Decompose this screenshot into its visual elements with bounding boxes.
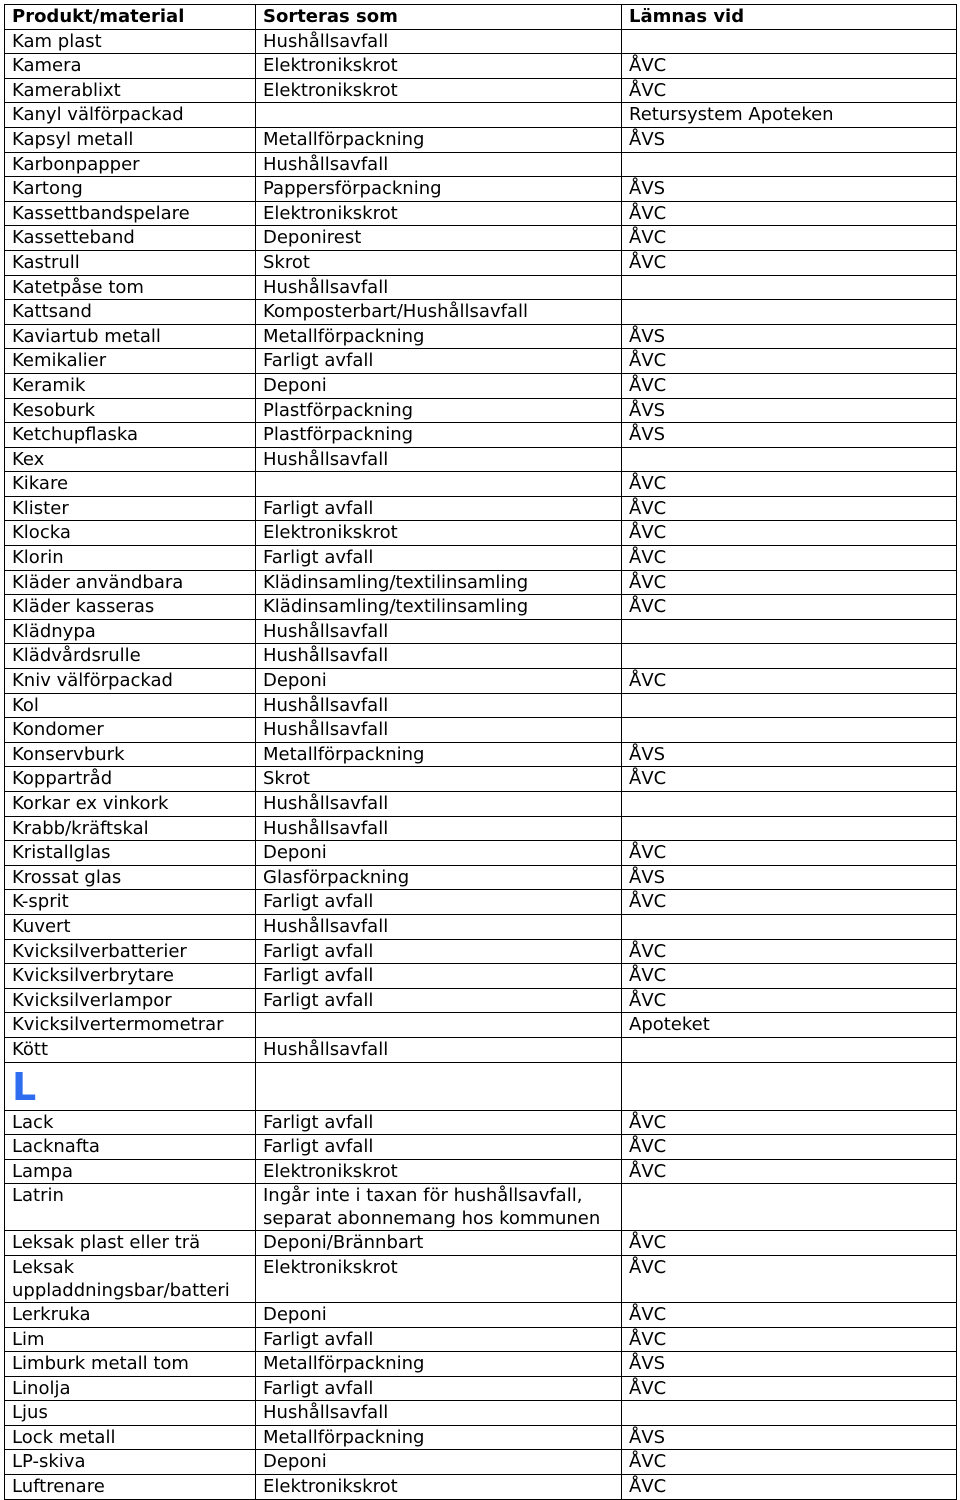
cell-product: Kapsyl metall bbox=[5, 127, 256, 152]
cell-product: Konservburk bbox=[5, 742, 256, 767]
table-row bbox=[5, 742, 957, 767]
cell-sorted-as: Elektronikskrot bbox=[256, 201, 622, 226]
cell-sorted-as: Metallförpackning bbox=[256, 127, 622, 152]
cell-sorted-as: Elektronikskrot bbox=[256, 1475, 622, 1500]
cell-sorted-as: Klädinsamling/textilinsamling bbox=[256, 570, 622, 595]
cell-sorted-as: Metallförpackning bbox=[256, 1352, 622, 1377]
cell-drop-off: ÅVC bbox=[622, 349, 957, 374]
cell-drop-off bbox=[622, 1184, 957, 1231]
cell-product: Korkar ex vinkork bbox=[5, 792, 256, 817]
cell-sorted-as: Hushållsavfall bbox=[256, 1401, 622, 1426]
table-row bbox=[5, 177, 957, 202]
cell-sorted-as: Elektronikskrot bbox=[256, 54, 622, 79]
cell-drop-off: ÅVC bbox=[622, 988, 957, 1013]
cell-drop-off bbox=[622, 29, 957, 54]
cell-drop-off: ÅVC bbox=[622, 546, 957, 571]
table-row bbox=[5, 1159, 957, 1184]
cell-sorted-as: Metallförpackning bbox=[256, 742, 622, 767]
table-row bbox=[5, 1110, 957, 1135]
table-row bbox=[5, 1401, 957, 1426]
cell-product: Limburk metall tom bbox=[5, 1352, 256, 1377]
cell-product: Kesoburk bbox=[5, 398, 256, 423]
table-row bbox=[5, 865, 957, 890]
cell-sorted-as: Skrot bbox=[256, 767, 622, 792]
table-row bbox=[5, 619, 957, 644]
cell-sorted-as: Elektronikskrot bbox=[256, 78, 622, 103]
cell-product: Lampa bbox=[5, 1159, 256, 1184]
cell-product: Lack bbox=[5, 1110, 256, 1135]
cell-sorted-as: Deponi bbox=[256, 373, 622, 398]
table-row bbox=[5, 1475, 957, 1500]
cell-product: Kemikalier bbox=[5, 349, 256, 374]
cell-sorted-as: Hushållsavfall bbox=[256, 619, 622, 644]
table-row bbox=[5, 1352, 957, 1377]
cell-sorted-as: Deponi/Brännbart bbox=[256, 1231, 622, 1256]
cell-drop-off bbox=[622, 1037, 957, 1062]
table-row bbox=[5, 816, 957, 841]
cell-product: LP-skiva bbox=[5, 1450, 256, 1475]
cell-product: Keramik bbox=[5, 373, 256, 398]
cell-drop-off: ÅVC bbox=[622, 1231, 957, 1256]
cell-sorted-as: Farligt avfall bbox=[256, 890, 622, 915]
cell-sorted-as: Deponi bbox=[256, 1450, 622, 1475]
cell-product: Kvicksilverbatterier bbox=[5, 939, 256, 964]
cell-drop-off: ÅVS bbox=[622, 865, 957, 890]
cell-drop-off: ÅVC bbox=[622, 570, 957, 595]
cell-product: Kamerablixt bbox=[5, 78, 256, 103]
cell-sorted-as: Pappersförpackning bbox=[256, 177, 622, 202]
cell-product: Klädvårdsrulle bbox=[5, 644, 256, 669]
cell-product: Kvicksilverbrytare bbox=[5, 964, 256, 989]
cell-drop-off: ÅVC bbox=[622, 767, 957, 792]
cell-drop-off: ÅVC bbox=[622, 1159, 957, 1184]
cell-sorted-as: Hushållsavfall bbox=[256, 693, 622, 718]
cell-drop-off: ÅVS bbox=[622, 1352, 957, 1377]
cell-drop-off bbox=[622, 447, 957, 472]
cell-product: Luftrenare bbox=[5, 1475, 256, 1500]
cell-drop-off bbox=[622, 718, 957, 743]
cell-sorted-as: Klädinsamling/textilinsamling bbox=[256, 595, 622, 620]
table-body-k bbox=[5, 29, 957, 1062]
table-row bbox=[5, 496, 957, 521]
cell-sorted-as: Farligt avfall bbox=[256, 964, 622, 989]
cell-drop-off: ÅVC bbox=[622, 890, 957, 915]
table-row bbox=[5, 349, 957, 374]
cell-drop-off: ÅVC bbox=[622, 841, 957, 866]
cell-sorted-as: Hushållsavfall bbox=[256, 1037, 622, 1062]
table-row bbox=[5, 693, 957, 718]
cell-sorted-as: Farligt avfall bbox=[256, 1135, 622, 1160]
cell-drop-off bbox=[622, 644, 957, 669]
cell-sorted-as: Elektronikskrot bbox=[256, 521, 622, 546]
cell-drop-off bbox=[622, 693, 957, 718]
table-row bbox=[5, 939, 957, 964]
table-body-l-b bbox=[5, 1302, 957, 1499]
table-row bbox=[5, 1376, 957, 1401]
cell-product: Kassettbandspelare bbox=[5, 201, 256, 226]
cell-drop-off: ÅVC bbox=[622, 373, 957, 398]
table-row bbox=[5, 546, 957, 571]
cell-drop-off: ÅVC bbox=[622, 964, 957, 989]
table-row bbox=[5, 988, 957, 1013]
cell-drop-off bbox=[622, 914, 957, 939]
cell-product: Klädnypa bbox=[5, 619, 256, 644]
cell-drop-off: ÅVC bbox=[622, 78, 957, 103]
cell-product: Kvicksilverlampor bbox=[5, 988, 256, 1013]
table-body-l-mid bbox=[5, 1184, 957, 1303]
cell-sorted-as: Metallförpackning bbox=[256, 1425, 622, 1450]
cell-drop-off: ÅVS bbox=[622, 127, 957, 152]
table-body-l-a bbox=[5, 1110, 957, 1184]
cell-drop-off bbox=[622, 275, 957, 300]
cell-sorted-as: Elektronikskrot bbox=[256, 1159, 622, 1184]
cell-product: Katetpåse tom bbox=[5, 275, 256, 300]
cell-sorted-as: Hushållsavfall bbox=[256, 644, 622, 669]
cell-product: Kött bbox=[5, 1037, 256, 1062]
cell-sorted-as: Deponi bbox=[256, 841, 622, 866]
cell-sorted-as: Hushållsavfall bbox=[256, 718, 622, 743]
cell-product: Kikare bbox=[5, 472, 256, 497]
cell-drop-off: ÅVS bbox=[622, 1425, 957, 1450]
cell-product: Kvicksilvertermometrar bbox=[5, 1013, 256, 1038]
header-drop-off: Lämnas vid bbox=[622, 5, 957, 30]
cell-sorted-as: Plastförpackning bbox=[256, 423, 622, 448]
table-row bbox=[5, 127, 957, 152]
table-row bbox=[5, 54, 957, 79]
table-row bbox=[5, 1255, 957, 1302]
cell-drop-off bbox=[622, 152, 957, 177]
table-row bbox=[5, 29, 957, 54]
cell-product: Ketchupflaska bbox=[5, 423, 256, 448]
cell-drop-off: ÅVC bbox=[622, 1302, 957, 1327]
cell-product: Kläder användbara bbox=[5, 570, 256, 595]
cell-product: Karbonpapper bbox=[5, 152, 256, 177]
cell-sorted-as: Hushållsavfall bbox=[256, 275, 622, 300]
cell-drop-off: ÅVS bbox=[622, 324, 957, 349]
cell-drop-off: ÅVS bbox=[622, 177, 957, 202]
cell-product: Klocka bbox=[5, 521, 256, 546]
cell-drop-off: ÅVC bbox=[622, 496, 957, 521]
cell-product: Lerkruka bbox=[5, 1302, 256, 1327]
cell-product: Kanyl välförpackad bbox=[5, 103, 256, 128]
table-row bbox=[5, 644, 957, 669]
cell-sorted-as: Hushållsavfall bbox=[256, 152, 622, 177]
table-row bbox=[5, 521, 957, 546]
cell-sorted-as: Farligt avfall bbox=[256, 349, 622, 374]
table-row bbox=[5, 472, 957, 497]
cell-product: Kaviartub metall bbox=[5, 324, 256, 349]
table-row bbox=[5, 1013, 957, 1038]
cell-product: Latrin bbox=[5, 1184, 256, 1231]
cell-drop-off: ÅVC bbox=[622, 472, 957, 497]
cell-product: Leksak plast eller trä bbox=[5, 1231, 256, 1256]
cell-drop-off: ÅVC bbox=[622, 521, 957, 546]
table-row bbox=[5, 275, 957, 300]
cell-drop-off: ÅVC bbox=[622, 1475, 957, 1500]
cell-sorted-as: Ingår inte i taxan för hushållsavfall, separat abonnemang hos kommunen bbox=[256, 1184, 622, 1231]
table-row bbox=[5, 373, 957, 398]
cell-drop-off: ÅVC bbox=[622, 1376, 957, 1401]
cell-product: Lacknafta bbox=[5, 1135, 256, 1160]
cell-sorted-as bbox=[256, 103, 622, 128]
cell-product: Klister bbox=[5, 496, 256, 521]
cell-drop-off bbox=[622, 300, 957, 325]
table-row bbox=[5, 250, 957, 275]
cell-sorted-as: Farligt avfall bbox=[256, 496, 622, 521]
cell-sorted-as: Plastförpackning bbox=[256, 398, 622, 423]
cell-drop-off: ÅVC bbox=[622, 939, 957, 964]
sorting-table bbox=[4, 4, 957, 1500]
table-row bbox=[5, 1231, 957, 1256]
cell-drop-off: ÅVC bbox=[622, 1255, 957, 1302]
table-row bbox=[5, 447, 957, 472]
cell-product: Ljus bbox=[5, 1401, 256, 1426]
cell-product: Kol bbox=[5, 693, 256, 718]
table-row bbox=[5, 767, 957, 792]
table-row bbox=[5, 914, 957, 939]
cell-sorted-as: Metallförpackning bbox=[256, 324, 622, 349]
table-body-section bbox=[5, 1062, 957, 1110]
cell-drop-off: ÅVC bbox=[622, 54, 957, 79]
table-row bbox=[5, 398, 957, 423]
table-row bbox=[5, 423, 957, 448]
cell-sorted-as: Farligt avfall bbox=[256, 1327, 622, 1352]
cell-drop-off: Apoteket bbox=[622, 1013, 957, 1038]
section-letter: L bbox=[12, 1064, 37, 1109]
cell-product: Kex bbox=[5, 447, 256, 472]
cell-product: Kamera bbox=[5, 54, 256, 79]
table-row bbox=[5, 1450, 957, 1475]
cell-product: Leksak uppladdningsbar/batteri bbox=[5, 1255, 256, 1302]
cell-drop-off: ÅVS bbox=[622, 423, 957, 448]
cell-sorted-as: Deponi bbox=[256, 669, 622, 694]
cell-drop-off: Retursystem Apoteken bbox=[622, 103, 957, 128]
cell-drop-off bbox=[622, 816, 957, 841]
table-row bbox=[5, 324, 957, 349]
cell-sorted-as bbox=[256, 472, 622, 497]
cell-sorted-as: Deponi bbox=[256, 1302, 622, 1327]
cell-product: K-sprit bbox=[5, 890, 256, 915]
table-row bbox=[5, 570, 957, 595]
table-row bbox=[5, 78, 957, 103]
cell-sorted-as: Skrot bbox=[256, 250, 622, 275]
cell-sorted-as: Farligt avfall bbox=[256, 988, 622, 1013]
table-row bbox=[5, 792, 957, 817]
cell-product: Kristallglas bbox=[5, 841, 256, 866]
cell-sorted-as bbox=[256, 1013, 622, 1038]
cell-sorted-as: Farligt avfall bbox=[256, 546, 622, 571]
cell-sorted-as: Hushållsavfall bbox=[256, 792, 622, 817]
table-row bbox=[5, 841, 957, 866]
cell-drop-off: ÅVS bbox=[622, 398, 957, 423]
section-row-l bbox=[5, 1062, 957, 1110]
table-row bbox=[5, 1037, 957, 1062]
cell-drop-off: ÅVC bbox=[622, 669, 957, 694]
cell-sorted-as: Komposterbart/Hushållsavfall bbox=[256, 300, 622, 325]
table-row bbox=[5, 300, 957, 325]
table-row bbox=[5, 152, 957, 177]
cell-product: Lock metall bbox=[5, 1425, 256, 1450]
table-row bbox=[5, 226, 957, 251]
cell-product: Linolja bbox=[5, 1376, 256, 1401]
cell-sorted-as: Hushållsavfall bbox=[256, 447, 622, 472]
cell-drop-off: ÅVC bbox=[622, 250, 957, 275]
cell-sorted-as: Hushållsavfall bbox=[256, 914, 622, 939]
cell-product: Krabb/kräftskal bbox=[5, 816, 256, 841]
table-row bbox=[5, 890, 957, 915]
cell-product: Krossat glas bbox=[5, 865, 256, 890]
cell-product: Kattsand bbox=[5, 300, 256, 325]
cell-sorted-as: Elektronikskrot bbox=[256, 1255, 622, 1302]
cell-drop-off: ÅVC bbox=[622, 1327, 957, 1352]
cell-drop-off bbox=[622, 1401, 957, 1426]
table-row bbox=[5, 1135, 957, 1160]
cell-drop-off: ÅVS bbox=[622, 742, 957, 767]
table-header-row bbox=[5, 5, 957, 30]
cell-product: Koppartråd bbox=[5, 767, 256, 792]
header-product: Produkt/material bbox=[5, 5, 256, 30]
cell-sorted-as: Deponirest bbox=[256, 226, 622, 251]
cell-product: Lim bbox=[5, 1327, 256, 1352]
cell-drop-off: ÅVC bbox=[622, 1110, 957, 1135]
cell-drop-off bbox=[622, 619, 957, 644]
table-row bbox=[5, 201, 957, 226]
cell-product: Kniv välförpackad bbox=[5, 669, 256, 694]
header-sorted-as: Sorteras som bbox=[256, 5, 622, 30]
table-row bbox=[5, 669, 957, 694]
cell-product: Kastrull bbox=[5, 250, 256, 275]
cell-sorted-as: Farligt avfall bbox=[256, 939, 622, 964]
cell-drop-off: ÅVC bbox=[622, 201, 957, 226]
cell-sorted-as: Glasförpackning bbox=[256, 865, 622, 890]
table-row bbox=[5, 103, 957, 128]
cell-sorted-as: Farligt avfall bbox=[256, 1110, 622, 1135]
cell-product: Kondomer bbox=[5, 718, 256, 743]
cell-sorted-as: Farligt avfall bbox=[256, 1376, 622, 1401]
cell-product: Kassetteband bbox=[5, 226, 256, 251]
table-row bbox=[5, 1184, 957, 1231]
table-row bbox=[5, 1327, 957, 1352]
table-row bbox=[5, 718, 957, 743]
cell-sorted-as: Hushållsavfall bbox=[256, 816, 622, 841]
table-row bbox=[5, 964, 957, 989]
cell-drop-off: ÅVC bbox=[622, 1450, 957, 1475]
cell-drop-off: ÅVC bbox=[622, 595, 957, 620]
table-row bbox=[5, 595, 957, 620]
cell-product: Klorin bbox=[5, 546, 256, 571]
cell-product: Kläder kasseras bbox=[5, 595, 256, 620]
cell-sorted-as: Hushållsavfall bbox=[256, 29, 622, 54]
cell-drop-off: ÅVC bbox=[622, 226, 957, 251]
table-row bbox=[5, 1302, 957, 1327]
cell-product: Kuvert bbox=[5, 914, 256, 939]
cell-product: Kartong bbox=[5, 177, 256, 202]
table-row bbox=[5, 1425, 957, 1450]
cell-drop-off bbox=[622, 792, 957, 817]
cell-product: Kam plast bbox=[5, 29, 256, 54]
cell-drop-off: ÅVC bbox=[622, 1135, 957, 1160]
